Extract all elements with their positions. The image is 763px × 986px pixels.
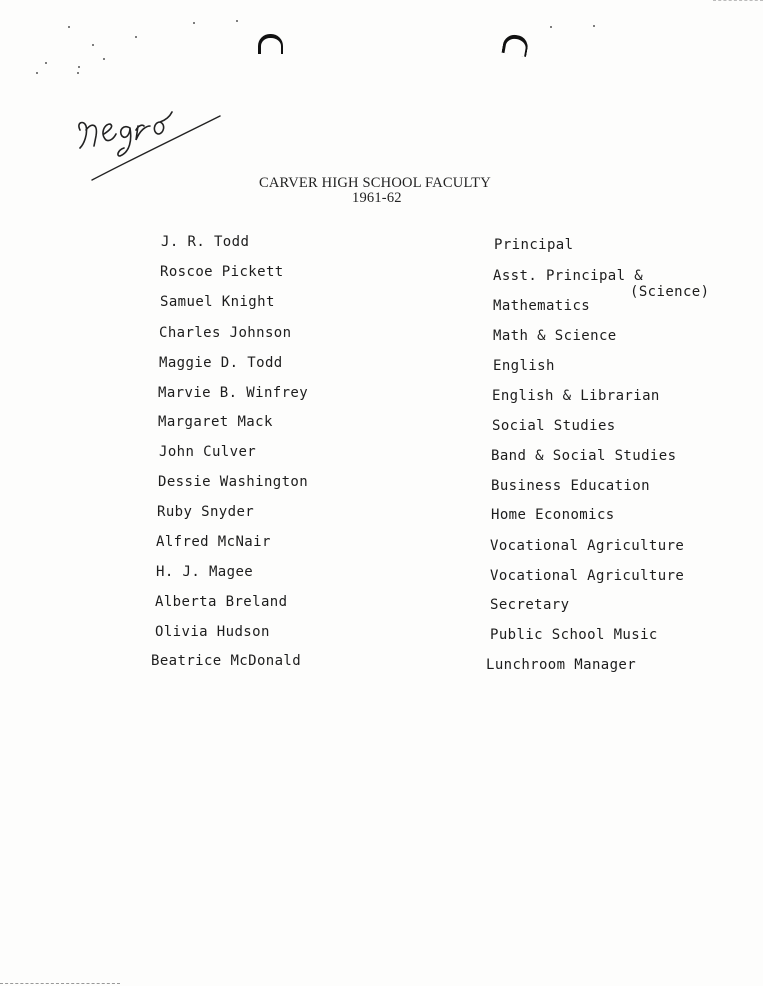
faculty-role: Secretary <box>490 597 570 613</box>
faculty-role: Vocational Agriculture <box>490 538 685 554</box>
faculty-role: Home Economics <box>491 507 615 523</box>
scan-speck <box>236 20 238 22</box>
scan-speck <box>77 72 79 74</box>
faculty-role: Math & Science <box>493 328 617 344</box>
scan-speck <box>36 72 38 74</box>
scan-speck <box>103 58 105 60</box>
faculty-name: Maggie D. Todd <box>159 355 283 371</box>
faculty-name: John Culver <box>159 444 257 460</box>
edge-mark <box>713 0 763 1</box>
scan-speck <box>68 26 70 28</box>
faculty-name: Beatrice McDonald <box>151 653 302 669</box>
faculty-name: Margaret Mack <box>158 414 273 430</box>
faculty-role: Business Education <box>491 478 650 494</box>
faculty-role: Lunchroom Manager <box>486 657 637 673</box>
faculty-name: Samuel Knight <box>160 294 275 310</box>
faculty-name: Alfred McNair <box>156 534 271 550</box>
scan-speck <box>135 36 137 38</box>
title-line: CARVER HIGH SCHOOL FACULTY <box>259 175 491 191</box>
faculty-name: Charles Johnson <box>159 325 292 341</box>
faculty-name: J. R. Todd <box>161 234 250 250</box>
faculty-role: English & Librarian <box>492 388 660 404</box>
scan-speck <box>193 22 195 24</box>
faculty-name: Dessie Washington <box>158 474 309 490</box>
faculty-name: Roscoe Pickett <box>160 264 284 280</box>
faculty-role: Principal <box>494 237 574 253</box>
faculty-role: Vocational Agriculture <box>490 568 685 584</box>
faculty-role: Public School Music <box>490 627 658 643</box>
faculty-role-continued: (Science) <box>630 284 710 300</box>
faculty-role: Asst. Principal & <box>493 268 644 284</box>
scan-speck <box>593 25 595 27</box>
faculty-name: Ruby Snyder <box>157 504 255 520</box>
edge-mark <box>0 983 120 984</box>
faculty-name: Alberta Breland <box>155 594 288 610</box>
faculty-role: Social Studies <box>492 418 616 434</box>
school-year: 1961-62 <box>352 190 402 206</box>
scan-speck <box>550 26 552 28</box>
faculty-name: Marvie B. Winfrey <box>158 385 309 401</box>
punch-hole-mark <box>258 34 283 54</box>
faculty-name: Olivia Hudson <box>155 624 270 640</box>
faculty-name: H. J. Magee <box>156 564 254 580</box>
faculty-role: Mathematics <box>493 298 591 314</box>
scan-speck <box>92 44 94 46</box>
scan-speck <box>78 66 80 68</box>
handwritten-note <box>70 100 230 190</box>
faculty-role: English <box>493 358 555 374</box>
punch-hole-mark <box>501 33 529 57</box>
faculty-role: Band & Social Studies <box>491 448 677 464</box>
scan-speck <box>45 62 47 64</box>
